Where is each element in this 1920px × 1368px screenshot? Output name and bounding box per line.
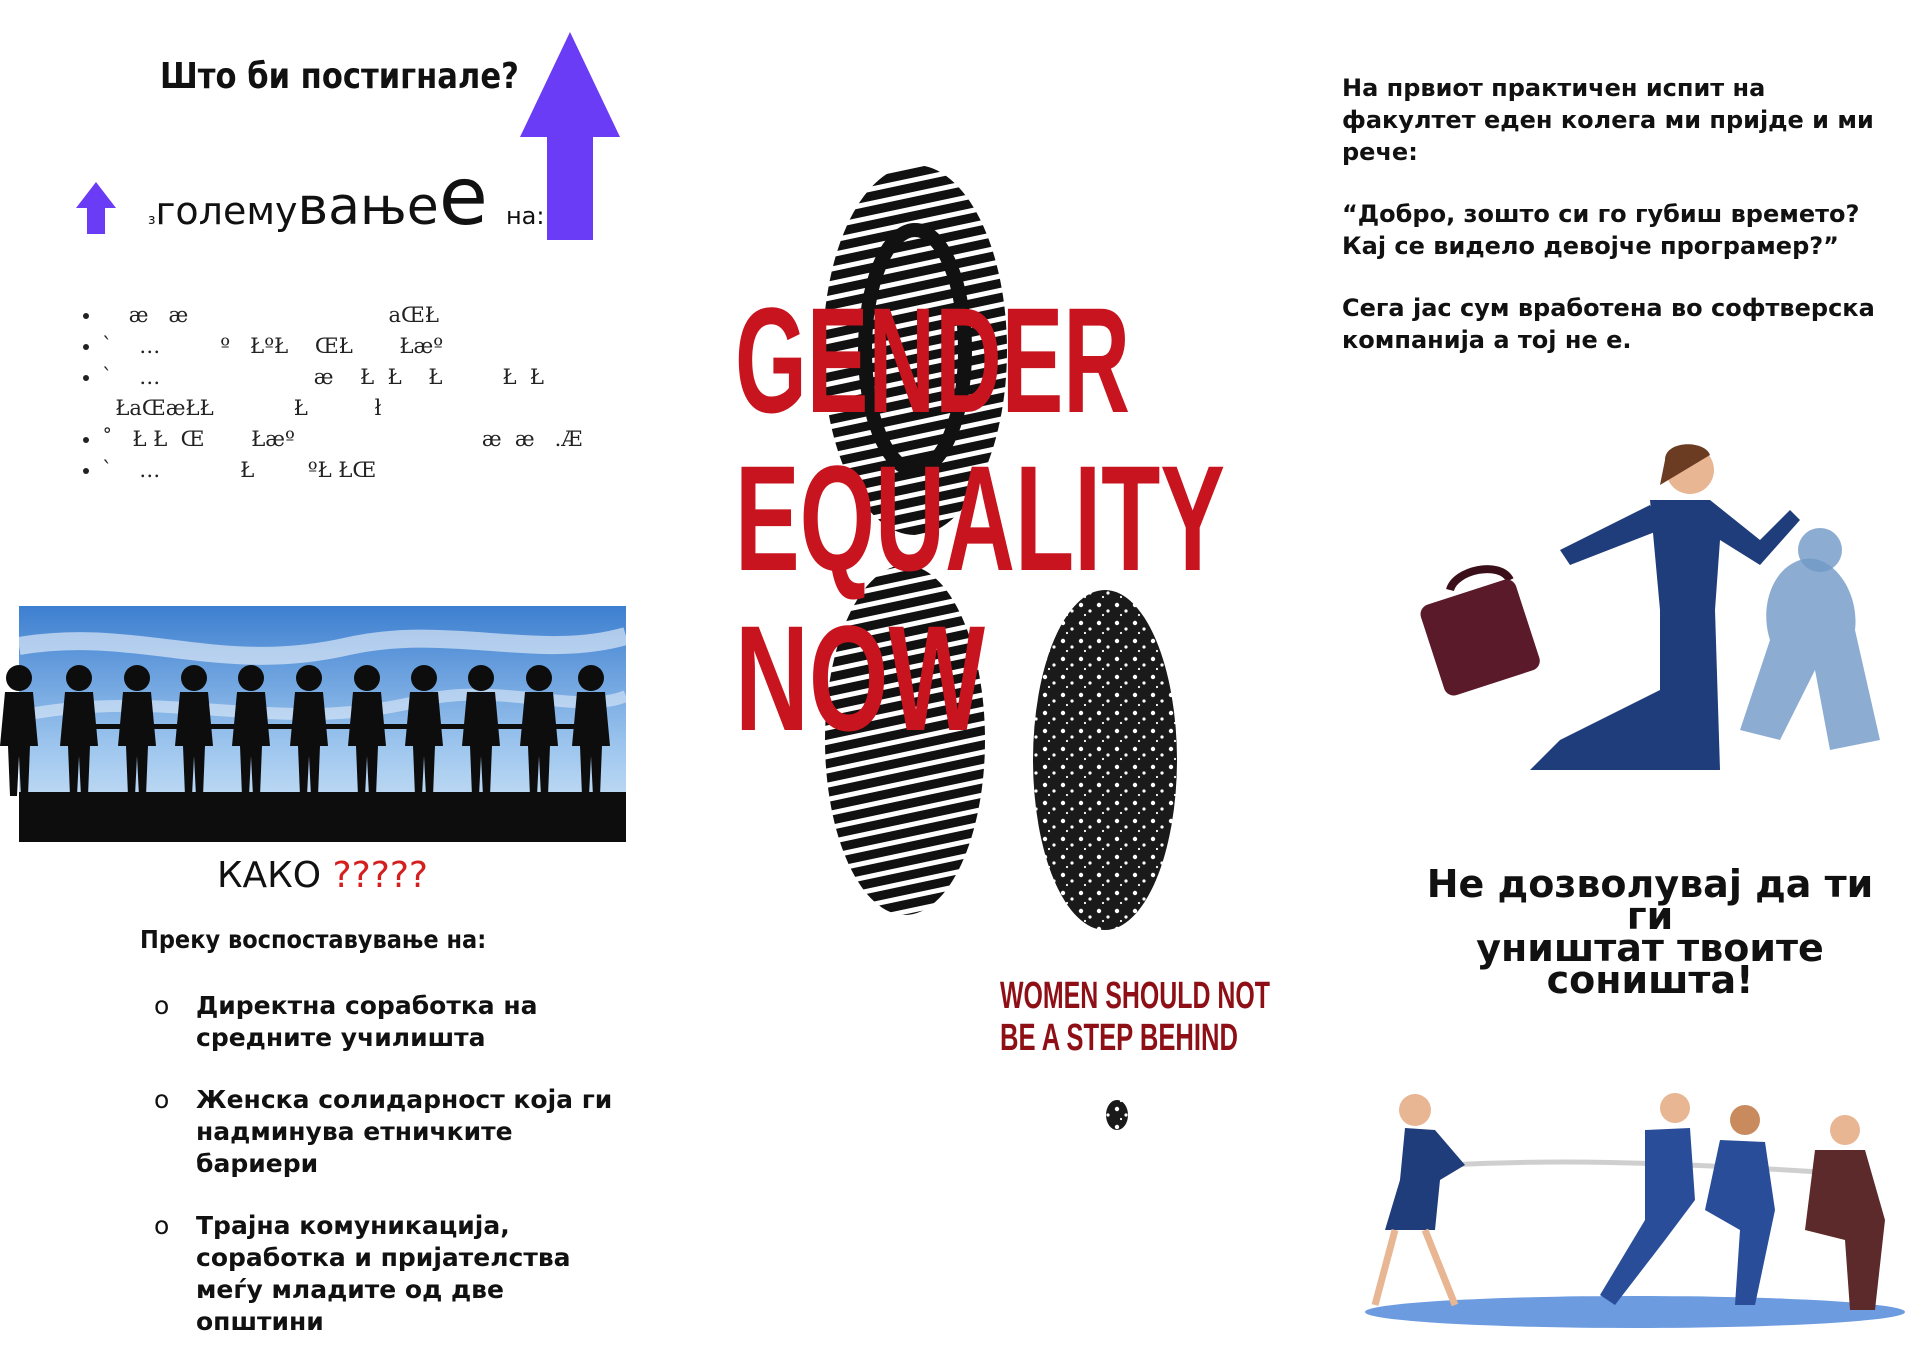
list-item: • ` … æ Ł Ł Ł Ł Ł: [102, 362, 682, 393]
growth-part: ње: [360, 177, 439, 237]
anecdote-text: [1342, 72, 1882, 386]
question-marks: ?????: [332, 855, 429, 896]
dream-line: соништа!: [1546, 958, 1754, 1002]
anecdote-paragraph: Сега јас сум вработена во софтверска компанија а тој не е.: [1342, 294, 1875, 354]
dream-message: [1410, 862, 1890, 1002]
question-heading: Што би постигнале?: [160, 56, 519, 97]
growth-part: з: [148, 212, 156, 228]
points-list: [150, 990, 630, 1368]
list-item: ŁaŒæŁŁ Ł ł: [102, 396, 382, 420]
sole-print-icon: [1033, 590, 1177, 930]
small-up-arrow-icon: [76, 182, 116, 234]
anecdote-paragraph: На првиот практичен испит на факултет еден колега ми пријде и ми рече:: [1342, 74, 1874, 166]
dream-line: уништат твоите: [1476, 926, 1824, 970]
poster-tagline-line: WOMEN SHOULD NOT: [1000, 975, 1270, 1017]
tug-of-war-illustration: [1345, 1080, 1905, 1330]
garbled-bullet-list: [62, 300, 682, 486]
growth-part: ва: [297, 177, 361, 237]
poster-headline-line: NOW: [735, 594, 986, 762]
list-item: • æ æ aŒŁ: [102, 300, 682, 331]
list-item: • ` … º ŁºŁ ŒŁ Łæº: [102, 331, 682, 362]
poster-tagline-line: BE A STEP BEHIND: [1000, 1017, 1238, 1059]
point-text: Трајна комуникација, соработка и пријателства меѓу младите од две општини: [196, 1211, 571, 1336]
dream-line: Не дозволувај да ти ги: [1426, 862, 1874, 938]
growth-part: голему: [155, 189, 298, 233]
point-text: Женска солидарност која ги надминува етничките бариери: [196, 1085, 613, 1178]
growth-part: на:: [505, 202, 545, 230]
list-item: • ` … Ł ºŁ ŁŒ: [102, 455, 682, 486]
how-title-text: КАКО: [216, 855, 322, 896]
poster-headline-line: GENDER: [735, 276, 1130, 444]
running-businesswoman-illustration: [1360, 440, 1900, 780]
poster-headline-line: EQUALITY: [735, 434, 1225, 602]
list-item: [150, 1084, 630, 1180]
gender-equality-poster: [735, 150, 1275, 1140]
growth-part: е: [438, 150, 488, 243]
via-label: Преку воспоставување на:: [140, 925, 487, 954]
women-holding-hands-photo: [19, 606, 626, 842]
bullet-marker: o: [154, 1085, 170, 1114]
bullet-marker: o: [154, 991, 170, 1020]
list-item: [150, 990, 630, 1054]
anecdote-paragraph: “Добро, зошто си го губиш времето? Кај се видело девојче програмер?”: [1342, 200, 1860, 260]
list-item: • ˚ Ł Ł Œ Łæº æ æ .Æ: [102, 424, 682, 455]
list-item: [150, 1210, 630, 1338]
point-text: Директна соработка на средните училишта: [196, 991, 538, 1052]
growth-heading: [148, 150, 544, 243]
how-heading: [0, 855, 645, 896]
small-footprint-icon: [1106, 1100, 1128, 1130]
bullet-marker: o: [154, 1211, 170, 1240]
